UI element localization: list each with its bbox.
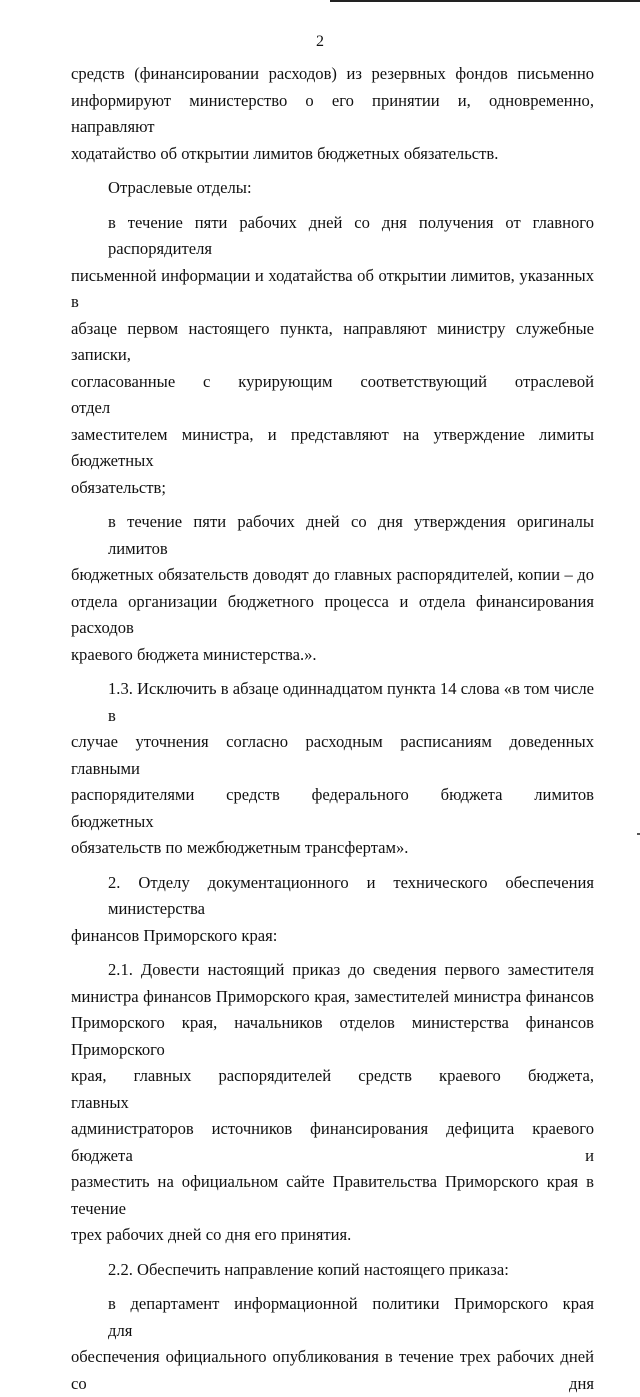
text-line: согласованные с курирующим соответствующий отраслевой отдел — [71, 371, 594, 417]
text-line: абзаце первом настоящего пункта, направляют министру служебные записки, — [71, 318, 594, 364]
paragraph-continuation — [71, 61, 594, 167]
paragraph-five-days-receipt — [71, 210, 594, 502]
text-line: 2. Отделу документационного и технического обеспечения министерства — [108, 872, 594, 918]
paragraph-2-1 — [71, 957, 594, 1249]
text-line: информируют министерство о его принятии и, одновременно, направляют — [71, 90, 594, 136]
text-line: края, главных распорядителей средств краевого бюджета, главных — [71, 1066, 594, 1112]
text-line: бюджетных обязательств доводят до главных распорядителей, копии – до — [71, 565, 594, 584]
top-rule — [330, 0, 640, 2]
text-line: обязательств; — [71, 477, 166, 497]
text-line: 2.1. Довести настоящий приказ до сведения первого заместителя — [108, 960, 594, 979]
paragraph-sector-departments — [71, 175, 594, 202]
text-line: обеспечения официального опубликования в течение трех рабочих дней со дня — [71, 1347, 594, 1393]
text-line: распорядителями средств федерального бюджета лимитов бюджетных — [71, 785, 594, 831]
paragraph-2-2 — [71, 1257, 594, 1284]
text-line: разместить на официальном сайте Правительства Приморского края в течение — [71, 1172, 594, 1218]
text-line: отдела организации бюджетного процесса и отдела финансирования расходов — [71, 591, 594, 637]
text-line: Приморского края, начальников отделов министерства финансов Приморского — [71, 1013, 594, 1059]
text-line: финансов Приморского края: — [71, 925, 278, 945]
text-line: краевого бюджета министерства.». — [71, 644, 317, 664]
paragraph-info-policy — [71, 1291, 594, 1397]
text-line: министра финансов Приморского края, заместителей министра финансов — [71, 986, 594, 1006]
text-line: в департамент информационной политики Приморского края для — [108, 1294, 594, 1340]
text-line: трех рабочих дней со дня его принятия. — [71, 1225, 352, 1244]
text-line: 2.2. Обеспечить направление копий настоящего приказа: — [108, 1259, 509, 1279]
text-line: в течение пяти рабочих дней со дня утверждения оригиналы лимитов — [108, 512, 594, 558]
text-line: обязательств по межбюджетным трансфертам». — [71, 838, 409, 857]
text-line: ходатайство об открытии лимитов бюджетных обязательств. — [71, 143, 499, 163]
page-number: 2 — [316, 33, 324, 50]
text-line: в течение пяти рабочих дней со дня получения от главного распорядителя — [108, 212, 594, 258]
text-line: заместителем министра, и представляют на утверждение лимиты бюджетных — [71, 424, 594, 470]
text-line: средств (финансировании расходов) из резервных фондов письменно — [71, 64, 594, 83]
text-line: администраторов источников финансирования дефицита краевого бюджета и — [71, 1119, 594, 1165]
paragraph-2 — [71, 870, 594, 950]
paragraph-five-days-approval — [71, 509, 594, 668]
text-line: Отраслевые отделы: — [108, 178, 252, 197]
paragraph-1-3 — [71, 676, 594, 862]
text-line: случае уточнения согласно расходным расписаниям доведенных главными — [71, 732, 594, 778]
document-body — [71, 61, 594, 1397]
text-line: письменной информации и ходатайства об открытии лимитов, указанных в — [71, 265, 594, 311]
text-line: 1.3. Исключить в абзаце одиннадцатом пункта 14 слова «в том числе в — [108, 679, 594, 725]
